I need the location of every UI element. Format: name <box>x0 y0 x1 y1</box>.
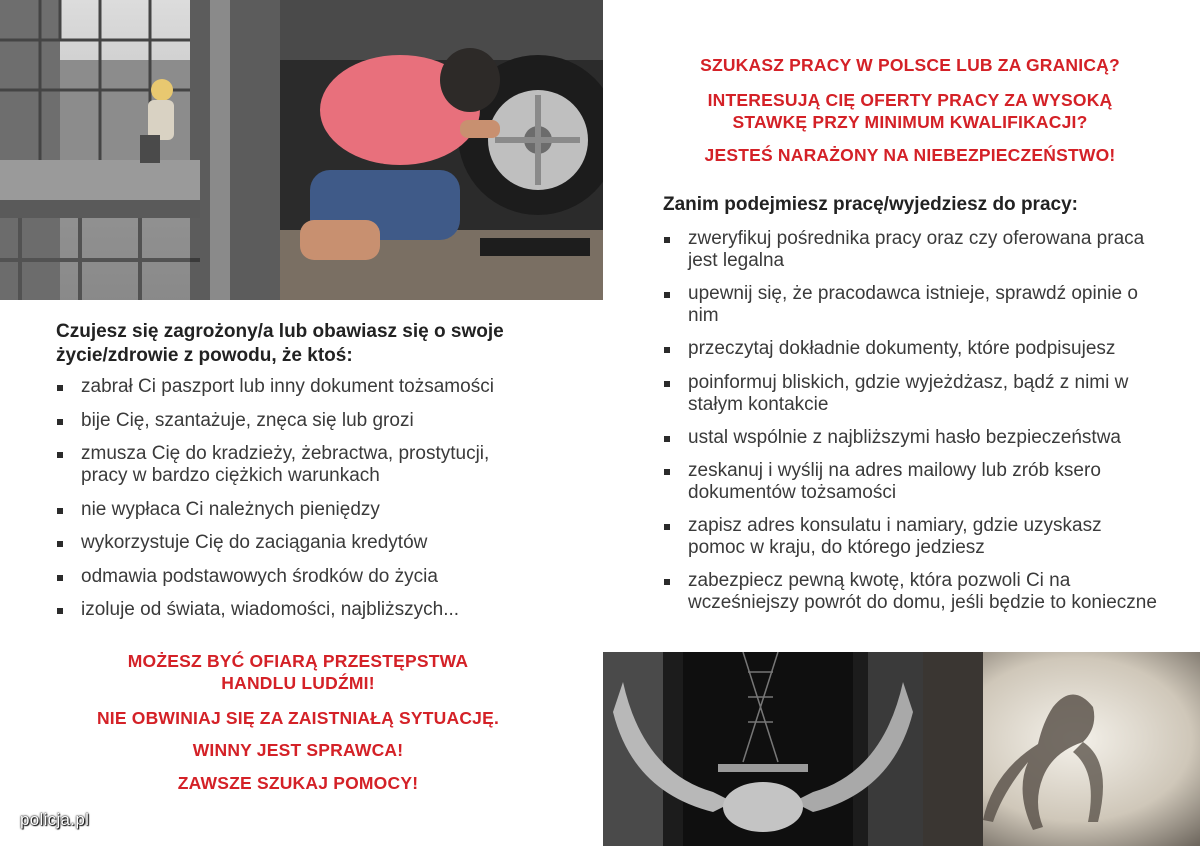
list-item: zabezpiecz pewną kwotę, która pozwoli Ci na wcześniejszy powrót do domu, jeśli będzie to konieczne <box>663 570 1163 614</box>
list-item: przeczytaj dokładnie dokumenty, które podpisujesz <box>663 338 1163 360</box>
list-item: bije Cię, szantażuje, znęca się lub grozi <box>56 410 536 432</box>
threat-list <box>56 376 536 633</box>
left-heading: Czujesz się zagrożony/a lub obawiasz się o swoje życie/zdrowie z powodu, że ktoś: <box>56 321 504 366</box>
list-item: odmawia podstawowych środków do życia <box>56 566 536 588</box>
perpetrator-warning: WINNY JEST SPRAWCA! <box>192 740 404 760</box>
list-item: zabrał Ci paszport lub inny dokument tożsamości <box>56 376 536 398</box>
precautions-list <box>663 228 1163 626</box>
list-item: zmusza Cię do kradzieży, żebractwa, prostytucji, pracy w bardzo ciężkich warunkach <box>56 443 536 487</box>
high-pay-question: INTERESUJĄ CIĘ OFERTY PRACY ZA WYSOKĄ STAWKĘ PRZY MINIMUM KWALIFIKACJI? <box>707 90 1113 132</box>
list-item: wykorzystuje Cię do zaciągania kredytów <box>56 532 536 554</box>
list-item: upewnij się, że pracodawca istnieje, sprawdź opinie o nim <box>663 283 1163 327</box>
list-item: ustal wspólnie z najbliższymi hasło bezpieczeństwa <box>663 427 1163 449</box>
no-blame-warning: NIE OBWINIAJ SIĘ ZA ZAISTNIAŁĄ SYTUACJĘ. <box>96 708 500 728</box>
construction-worker-photo <box>0 0 280 300</box>
list-item: zapisz adres konsulatu i namiary, gdzie uzyskasz pomoc w kraju, do którego jedziesz <box>663 515 1163 559</box>
shadow-figure-photo <box>923 652 1200 846</box>
list-item: nie wypłaca Ci należnych pieniędzy <box>56 499 536 521</box>
job-search-question: SZUKASZ PRACY W POLSCE LUB ZA GRANICĄ? <box>700 55 1120 75</box>
seek-help-warning: ZAWSZE SZUKAJ POMOCY! <box>177 773 419 793</box>
mechanic-photo <box>280 0 603 300</box>
list-item: poinformuj bliskich, gdzie wyjeżdżasz, bądź z nimi w stałym kontakcie <box>663 372 1163 416</box>
right-heading: Zanim podejmiesz pracę/wyjedziesz do pracy: <box>663 194 1078 215</box>
list-item: zweryfikuj pośrednika pracy oraz czy oferowana praca jest legalna <box>663 228 1163 272</box>
source-credit: policja.pl <box>20 810 90 829</box>
list-item: izoluje od świata, wiadomości, najbliższych... <box>56 599 536 621</box>
list-item: zeskanuj i wyślij na adres mailowy lub zrób ksero dokumentów tożsamości <box>663 460 1163 504</box>
victim-warning: MOŻESZ BYĆ OFIARĄ PRZESTĘPSTWA HANDLU LUDŹMI! <box>127 651 469 693</box>
bound-hands-photo <box>603 652 923 846</box>
danger-warning: JESTEŚ NARAŻONY NA NIEBEZPIECZEŃSTWO! <box>704 145 1116 165</box>
